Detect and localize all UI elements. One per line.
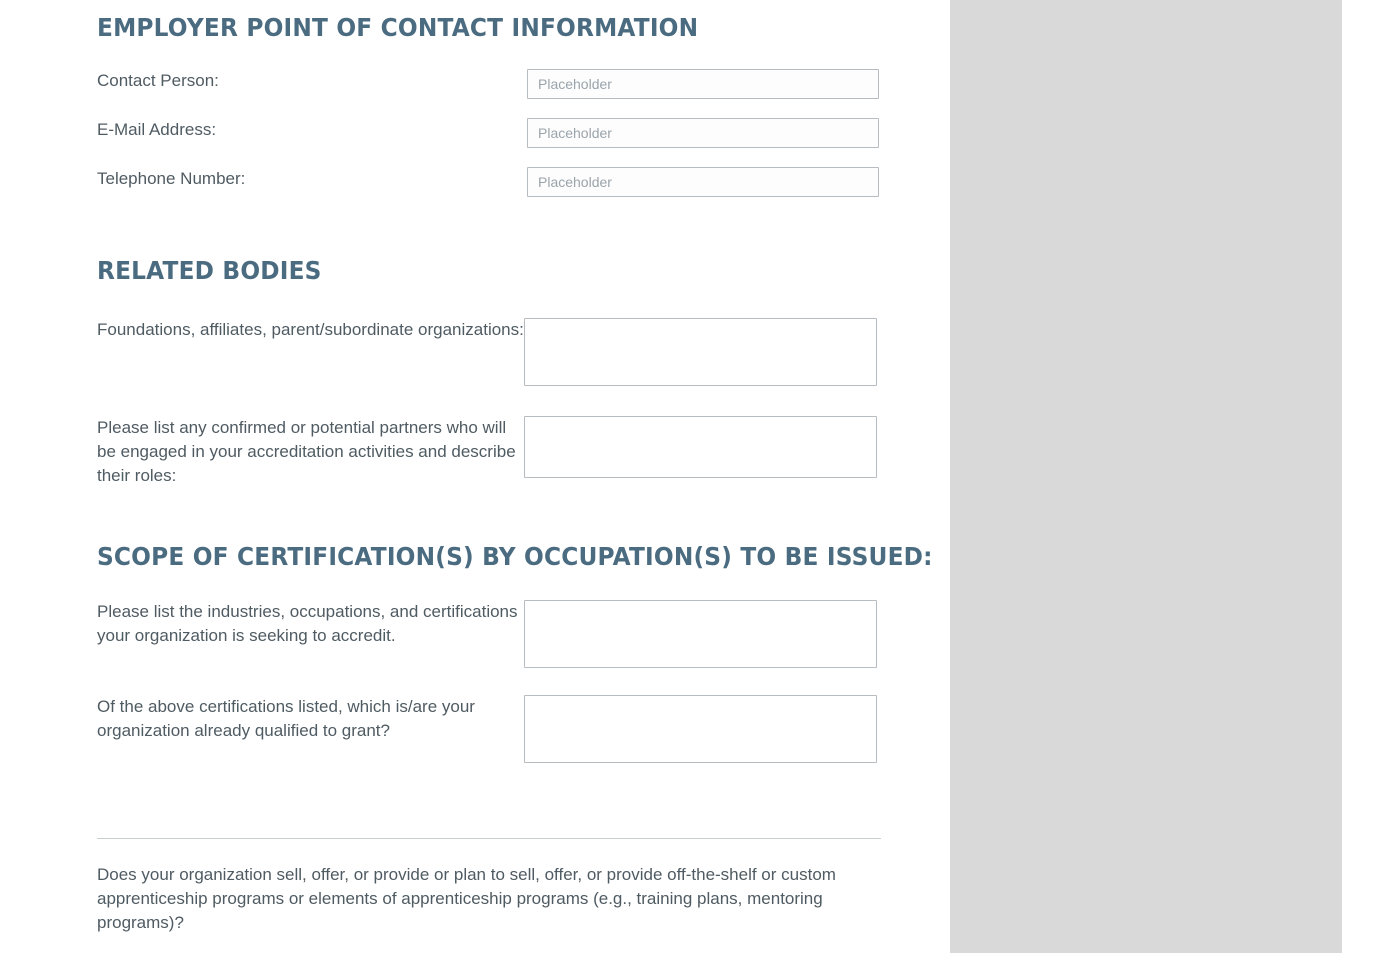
label-email-address: E-Mail Address: (97, 120, 217, 139)
field-row-email (97, 118, 897, 148)
foundations-affiliates-textarea[interactable] (524, 318, 877, 386)
label-already-qualified-to-grant: Of the above certifications listed, which is/are your organization already qualified to grant? (97, 697, 475, 740)
telephone-number-input[interactable] (527, 167, 879, 197)
label-foundations-affiliates: Foundations, affiliates, parent/subordinate organizations: (97, 320, 524, 339)
gray-side-pane (950, 0, 1342, 953)
section-title-employer-contact: EMPLOYER POINT OF CONTACT INFORMATION (97, 13, 699, 42)
field-row-foundations (97, 318, 897, 386)
confirmed-potential-partners-textarea[interactable] (524, 416, 877, 478)
label-industries-occupations: Please list the industries, occupations, and certifications your organization is seeking to accredit. (97, 602, 518, 645)
section-title-related-bodies: RELATED BODIES (97, 256, 322, 285)
email-address-input[interactable] (527, 118, 879, 148)
field-row-telephone (97, 167, 897, 197)
label-confirmed-potential-partners: Please list any confirmed or potential partners who will be engaged in your accreditation activities and describe their roles: (97, 418, 516, 485)
field-row-industries-occupations (97, 600, 897, 668)
label-telephone-number: Telephone Number: (97, 169, 246, 188)
industries-occupations-textarea[interactable] (524, 600, 877, 668)
already-qualified-textarea[interactable] (524, 695, 877, 763)
section-title-scope-of-certifications: SCOPE OF CERTIFICATION(S) BY OCCUPATION(S) TO BE ISSUED: (97, 542, 933, 571)
field-row-contact-person (97, 69, 897, 99)
offtheshelf-programs-question: Does your organization sell, offer, or provide or plan to sell, offer, or provide off-the-shelf or custom apprenticeship programs or elements of apprenticeship programs (e.g., training plans, mentoring programs)? (97, 865, 836, 932)
label-contact-person: Contact Person: (97, 71, 219, 90)
field-row-partners (97, 416, 897, 488)
field-row-already-qualified (97, 695, 897, 763)
contact-person-input[interactable] (527, 69, 879, 99)
right-panel (950, 0, 1392, 953)
form-content (97, 0, 933, 935)
section-divider (97, 838, 881, 839)
